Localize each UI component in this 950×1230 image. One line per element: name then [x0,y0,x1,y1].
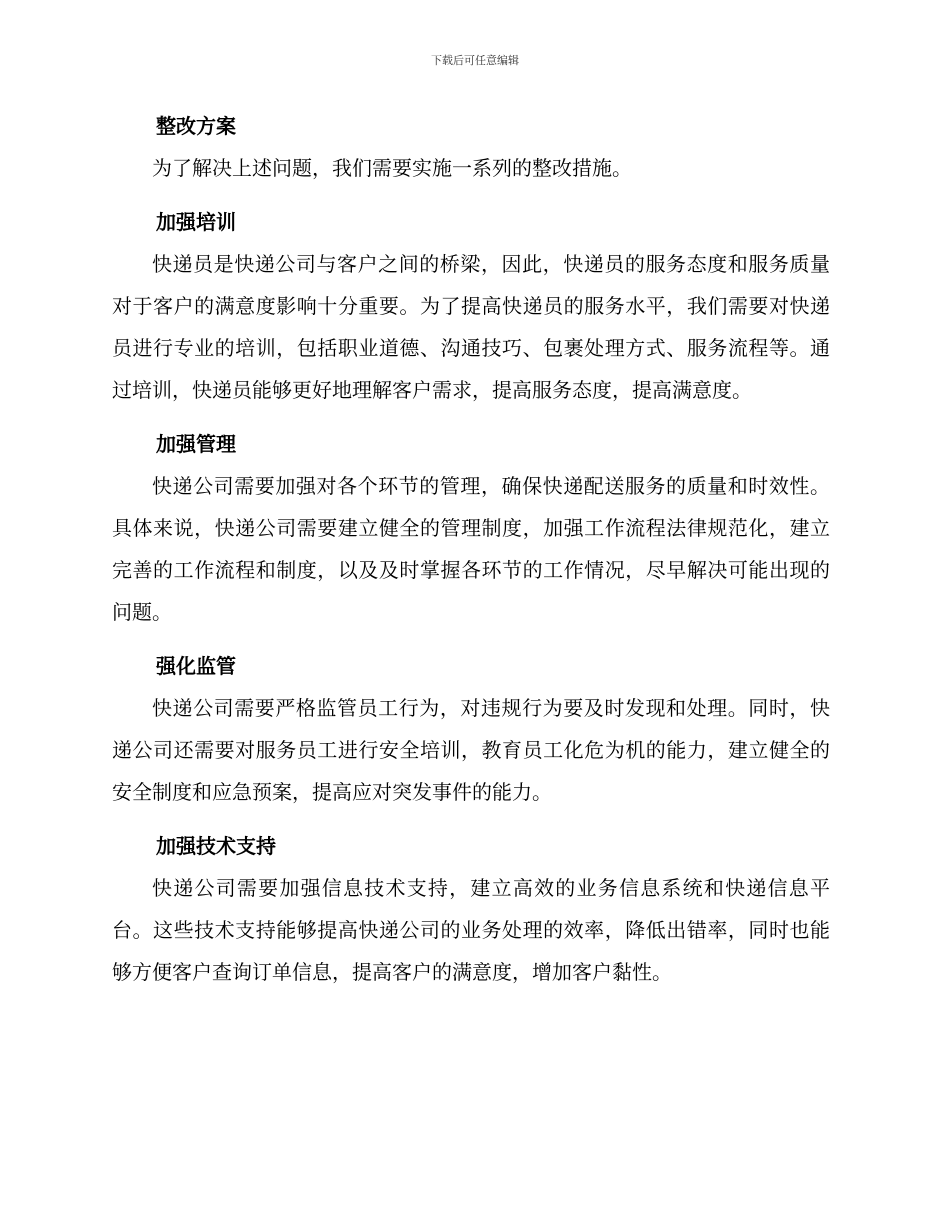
section-paragraph: 快递公司需要加强信息技术支持，建立高效的业务信息系统和快递信息平台。这些技术支持能够提高快递公司的业务处理的效率，降低出错率，同时也能够方便客户查询订单信息，提高客户的满意度，增加客户黏性。 [112,876,830,984]
section-heading: 整改方案 [156,114,236,138]
section-heading: 强化监管 [156,654,236,678]
section-heading: 加强技术支持 [156,834,276,858]
section-paragraph: 快递员是快递公司与客户之间的桥梁，因此，快递员的服务态度和服务质量对于客户的满意度影响十分重要。为了提高快递员的服务水平，我们需要对快递员进行专业的培训，包括职业道德、沟通技巧、包裹处理方式、服务流程等。通过培训，快递员能够更好地理解客户需求，提高服务态度，提高满意度。 [112,252,830,402]
section-technical-support [112,825,830,993]
section-paragraph: 为了解决上述问题，我们需要实施一系列的整改措施。 [152,156,632,180]
section-supervision [112,645,830,813]
section-heading: 加强培训 [156,210,236,234]
section-rectification-plan [112,105,830,189]
section-paragraph: 快递公司需要加强对各个环节的管理，确保快递配送服务的质量和时效性。具体来说，快递公司需要建立健全的管理制度，加强工作流程法律规范化，建立完善的工作流程和制度，以及及时掌握各环节的工作情况，尽早解决可能出现的问题。 [112,474,830,624]
section-heading: 加强管理 [156,432,236,456]
section-management [112,423,830,633]
section-training [112,201,830,411]
document-body [112,105,830,1005]
section-paragraph: 快递公司需要严格监管员工行为，对违规行为要及时发现和处理。同时，快递公司还需要对服务员工进行安全培训，教育员工化危为机的能力，建立健全的安全制度和应急预案，提高应对突发事件的能力。 [112,696,830,804]
page-header: 下载后可任意编辑 [431,54,519,67]
